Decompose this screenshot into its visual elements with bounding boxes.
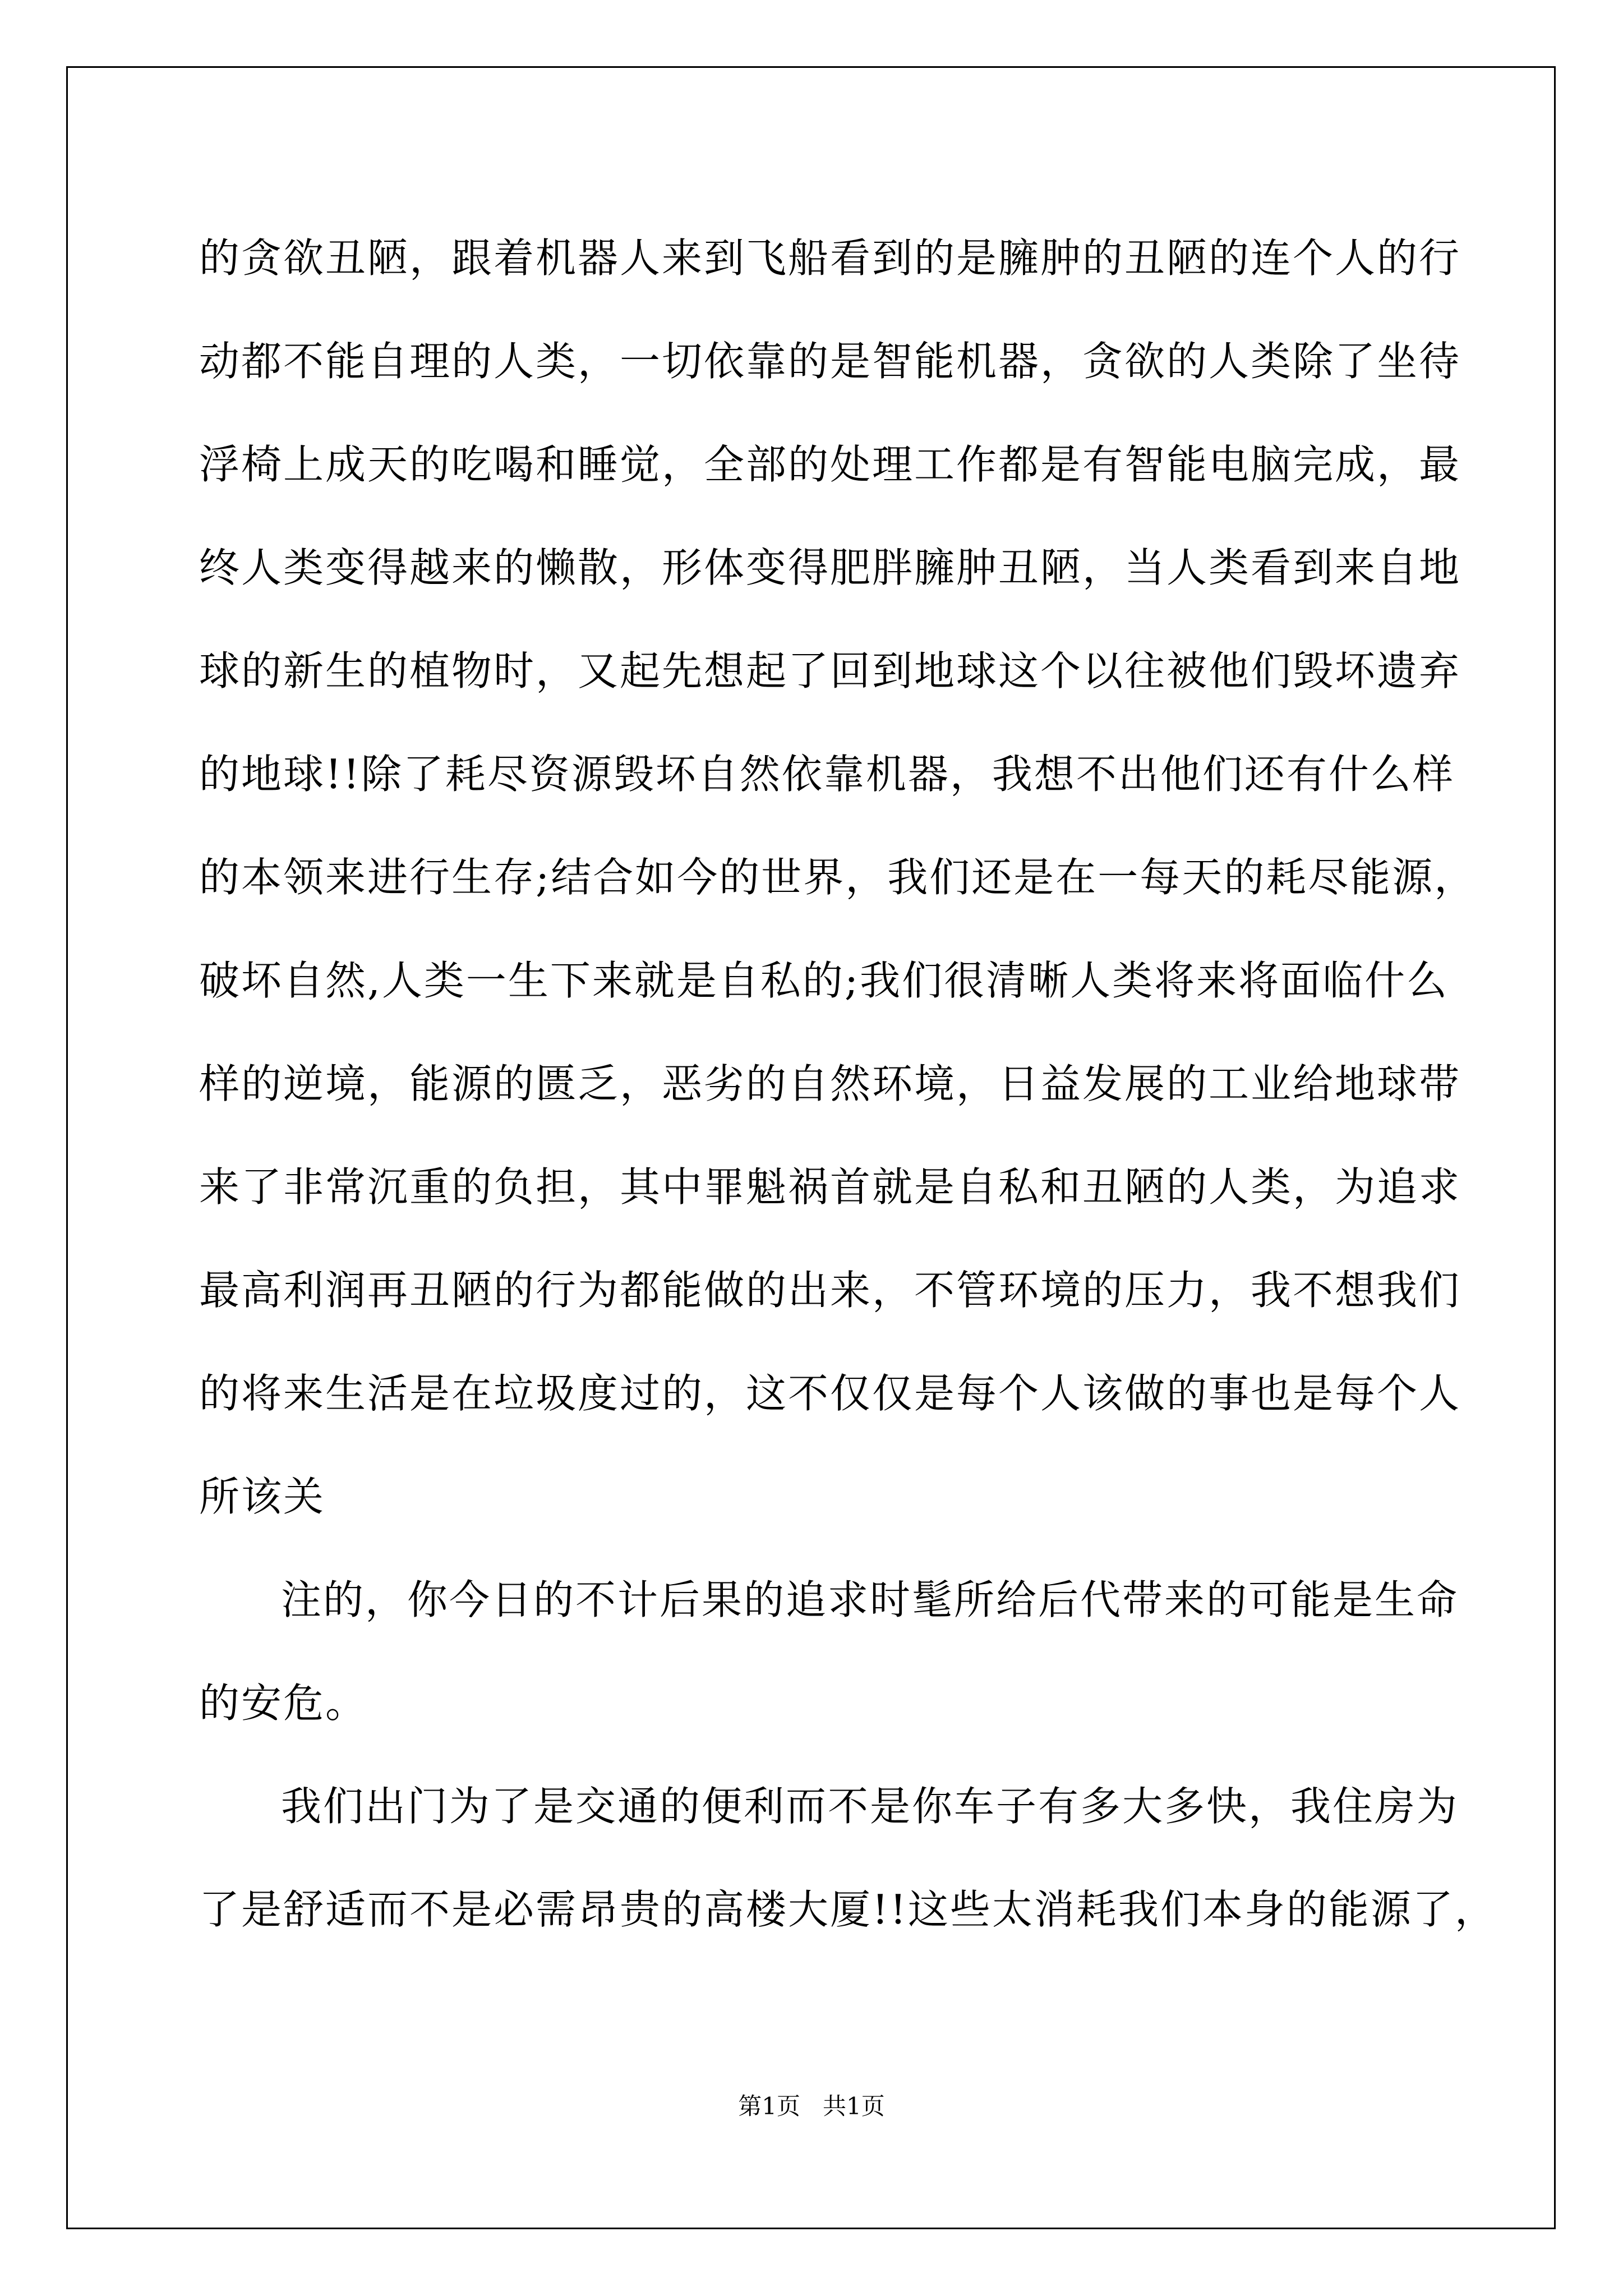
text-line: 的本领来进行生存;结合如今的世界，我们还是在一每天的耗尽能源， <box>199 854 1477 901</box>
text-line: 来了非常沉重的负担，其中罪魁祸首就是自私和丑陋的人类，为追求 <box>199 1163 1461 1211</box>
text-line: 破坏自然,人类一生下来就是自私的;我们很清晰人类将来将面临什么 <box>199 957 1449 1004</box>
text-line: 的安危。 <box>199 1680 368 1727</box>
text-line: 浮椅上成天的吃喝和睡觉，全部的处理工作都是有智能电脑完成，最 <box>199 441 1461 488</box>
text-line: 终人类变得越来的懒散，形体变得肥胖臃肿丑陋，当人类看到来自地 <box>199 544 1461 591</box>
text-line: 了是舒适而不是必需昂贵的高楼大厦!!这些太消耗我们本身的能源了， <box>199 1886 1497 1933</box>
text-line: 的地球!!除了耗尽资源毁坏自然依靠机器，我想不出他们还有什么样 <box>199 751 1455 798</box>
text-line: 的贪欲丑陋，跟着机器人来到飞船看到的是臃肿的丑陋的连个人的行 <box>199 234 1461 282</box>
text-line: 最高利润再丑陋的行为都能做的出来，不管环境的压力，我不想我们 <box>199 1267 1461 1314</box>
text-line: 球的新生的植物时，又起先想起了回到地球这个以往被他们毁坏遗弃 <box>199 647 1461 694</box>
text-line: 的将来生活是在垃圾度过的，这不仅仅是每个人该做的事也是每个人 <box>199 1370 1461 1417</box>
body-text <box>199 206 1497 1961</box>
text-line: 动都不能自理的人类，一切依靠的是智能机器，贪欲的人类除了坐待 <box>199 338 1461 385</box>
text-line: 我们出门为了是交通的便利而不是你车子有多大多快，我住房为 <box>281 1783 1459 1830</box>
text-line: 样的逆境，能源的匮乏，恶劣的自然环境，日益发展的工业给地球带 <box>199 1060 1461 1107</box>
text-line: 注的，你今日的不计后果的追求时髦所给后代带来的可能是生命 <box>281 1576 1459 1623</box>
page-footer: 第1页 共1页 <box>738 2092 885 2120</box>
text-line: 所该关 <box>199 1473 326 1520</box>
